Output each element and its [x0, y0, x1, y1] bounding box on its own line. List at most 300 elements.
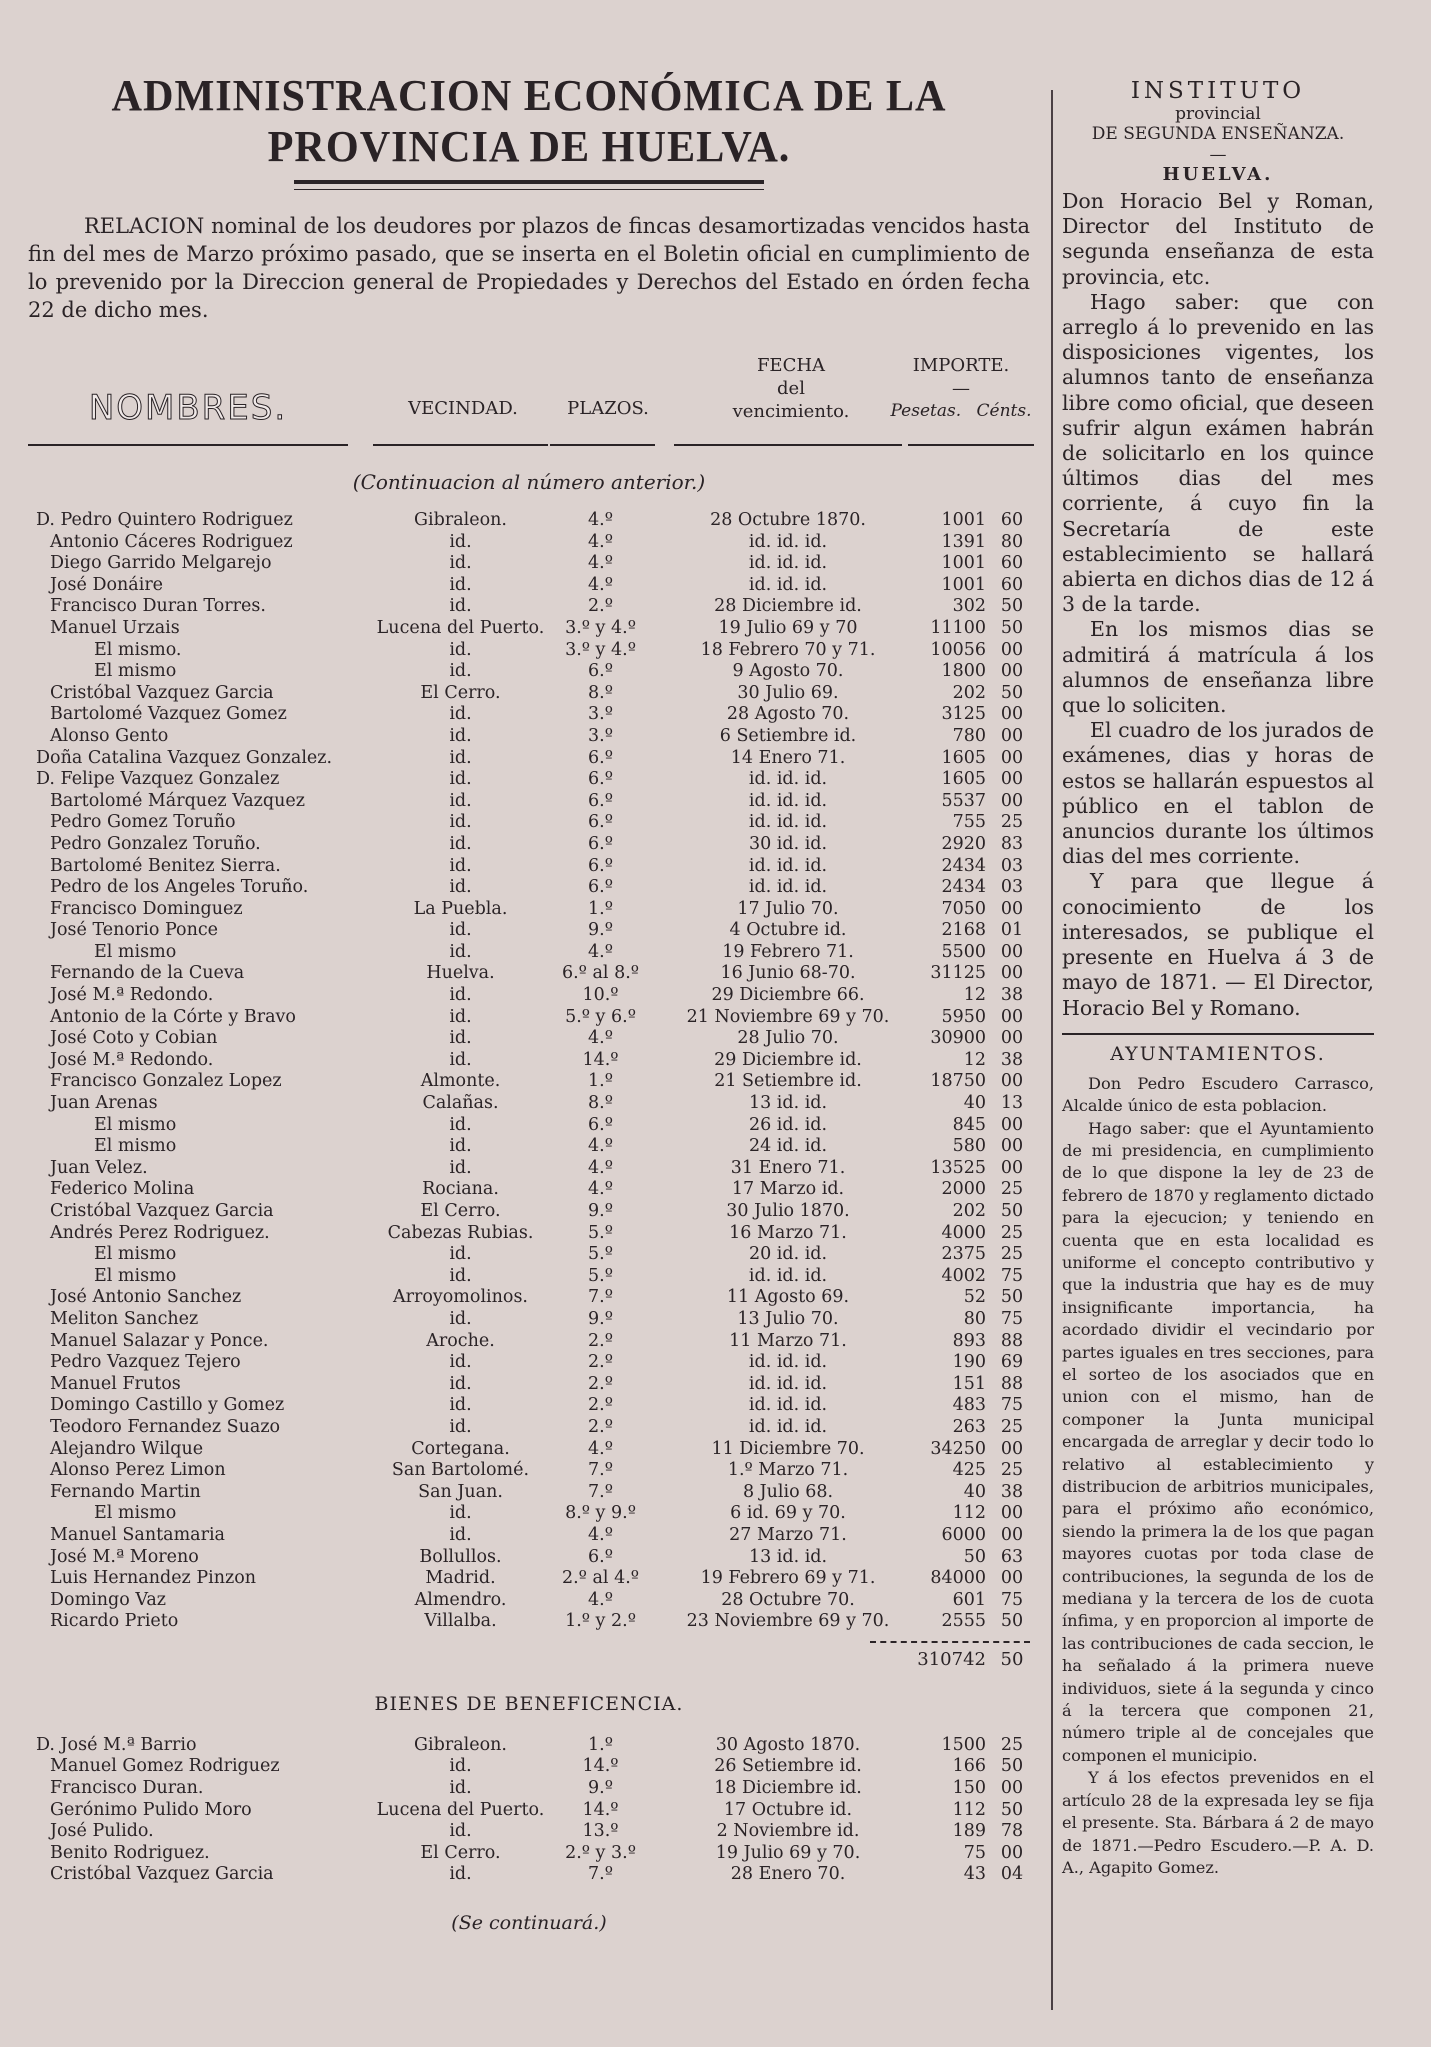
debtor-plazos: 3.º y 4.º: [565, 617, 636, 638]
debtor-vecindad: id.: [449, 812, 472, 833]
debtor-cents: 00: [1000, 790, 1024, 811]
table-row: [28, 1266, 1030, 1288]
table-row: [28, 1007, 1030, 1029]
debtor-cents: 25: [1000, 1222, 1024, 1243]
debtor-pesetas: 3125: [941, 704, 986, 725]
debtor-pesetas: 11100: [930, 617, 986, 638]
debtor-name: El mismo: [94, 1136, 177, 1157]
debtor-cents: 00: [1000, 747, 1024, 768]
debtor-vecindad: id.: [449, 1864, 472, 1885]
se-continuara-note: (Se continuará.): [451, 1912, 607, 1935]
debtor-pesetas: 10056: [930, 639, 986, 660]
table-row: [28, 1778, 1030, 1800]
debtor-name: José Tenorio Ponce: [50, 920, 219, 941]
debtor-vecindad: id.: [449, 1308, 472, 1329]
table-row: [28, 661, 1030, 683]
debtor-plazos: 6.º al 8.º: [561, 963, 639, 984]
notice-paragraph: Y para que llegue á conocimiento de los interesados, se publique el presente en Huelva á 3 de mayo de 1871. — El Director, Horacio Bel y Romano.: [1062, 869, 1374, 1020]
debtor-fecha: 6 id. 69 y 70.: [730, 1503, 846, 1524]
debtor-plazos: 4.º: [588, 941, 613, 962]
debtor-plazos: 2.º: [588, 596, 613, 617]
debtor-fecha: id. id. id.: [748, 1265, 828, 1286]
debtor-fecha: id. id. id.: [748, 1373, 828, 1394]
debtor-cents: 00: [1000, 1778, 1024, 1799]
ayuntamientos-title: AYUNTAMIENTOS.: [1110, 1042, 1326, 1065]
debtor-name: Manuel Santamaria: [50, 1524, 225, 1545]
table-row: [28, 1244, 1030, 1266]
table-row: [28, 1864, 1030, 1886]
debtor-pesetas: 189: [952, 1821, 986, 1842]
debtor-name: José Antonio Sanchez: [50, 1287, 242, 1308]
table-row: [28, 726, 1030, 748]
debtor-name: Domingo Castillo y Gomez: [50, 1395, 285, 1416]
debtor-pesetas: 2434: [941, 877, 986, 898]
ayuntamientos-notice: [1062, 1073, 1374, 1880]
debtor-plazos: 4.º: [588, 1524, 613, 1545]
debtor-pesetas: 302: [952, 596, 986, 617]
instituto-notice: [1062, 189, 1374, 1021]
debtor-cents: 38: [1000, 1049, 1024, 1070]
debtor-vecindad: Almonte.: [420, 1071, 501, 1092]
table-row: [28, 1547, 1030, 1569]
table-row: [28, 618, 1030, 640]
debtors-column: [28, 70, 1030, 1980]
debtor-pesetas: 112: [952, 1799, 986, 1820]
debtor-plazos: 8.º: [588, 682, 613, 703]
table-row: [28, 1756, 1030, 1778]
debtor-name: El mismo: [94, 1265, 177, 1286]
table-row: [28, 963, 1030, 985]
debtor-fecha: 18 Febrero 70 y 71.: [700, 639, 876, 660]
debtor-pesetas: 5537: [941, 790, 986, 811]
debtor-name: Francisco Dominguez: [50, 898, 243, 919]
debtor-name: Cristóbal Vazquez Garcia: [50, 682, 274, 703]
debtor-plazos: 2.º: [588, 1416, 613, 1437]
debtor-plazos: 7.º: [588, 1864, 613, 1885]
debtor-pesetas: 1001: [941, 510, 986, 530]
debtor-fecha: 11 Marzo 71.: [729, 1330, 847, 1351]
debtor-plazos: 4.º: [588, 1028, 613, 1049]
debtor-cents: 50: [1000, 1611, 1024, 1632]
debtor-cents: 50: [1000, 1201, 1024, 1221]
debtor-name: Teodoro Fernandez Suazo: [50, 1416, 281, 1437]
debtor-fecha: 13 id. id.: [748, 1546, 828, 1567]
debtor-name: José Donáire: [50, 574, 164, 595]
debtor-plazos: 4.º: [588, 510, 613, 530]
debtor-pesetas: 580: [952, 1136, 986, 1157]
table-row: [28, 1460, 1030, 1482]
debtor-pesetas: 13525: [930, 1157, 986, 1178]
debtor-pesetas: 12: [963, 1049, 986, 1070]
debtor-pesetas: 80: [963, 1308, 986, 1329]
total-pesetas: 310742: [917, 1648, 986, 1670]
debtor-fecha: 13 id. id.: [748, 1093, 828, 1114]
debtor-cents: 25: [1000, 1734, 1024, 1755]
debtor-cents: 60: [1000, 574, 1024, 595]
debtor-name: Juan Velez.: [50, 1157, 148, 1178]
table-row: [28, 1821, 1030, 1843]
table-row: [28, 1158, 1030, 1180]
debtor-fecha: 19 Julio 69 y 70: [718, 617, 858, 638]
debtor-pesetas: 43: [963, 1864, 986, 1885]
debtor-cents: 00: [1000, 898, 1024, 919]
debtor-vecindad: id.: [449, 1821, 472, 1842]
debtor-fecha: 21 Noviembre 69 y 70.: [686, 1006, 890, 1027]
debtor-cents: 38: [1000, 985, 1024, 1006]
table-row: [28, 834, 1030, 856]
debtor-pesetas: 5950: [941, 1006, 986, 1027]
debtor-vecindad: id.: [449, 1756, 472, 1777]
debtor-plazos: 8.º y 9.º: [565, 1503, 636, 1524]
table-row: [28, 1136, 1030, 1158]
debtor-name: Doña Catalina Vazquez Gonzalez.: [36, 747, 333, 768]
debtor-plazos: 4.º: [588, 574, 613, 595]
debtor-plazos: 2.º y 3.º: [565, 1842, 636, 1863]
debtor-vecindad: id.: [449, 1136, 472, 1157]
debtor-name: El mismo: [94, 941, 177, 962]
debtor-plazos: 2.º: [588, 1330, 613, 1351]
debtor-vecindad: Cabezas Rubias.: [387, 1222, 534, 1243]
table-row: [28, 1050, 1030, 1072]
debtor-pesetas: 75: [963, 1842, 986, 1863]
instituto-title: INSTITUTO: [1130, 78, 1306, 104]
debtor-cents: 00: [1000, 704, 1024, 725]
notice-paragraph: Hago saber: que el Ayuntamiento de mi presidencia, en cumplimiento de lo que dispone la ley de 23 de febrero de 1870 y reglamento dictado para la ejecucion; y teniendo en cuenta que en esta localidad es uniforme el concepto contributivo y que la industria que hay es de muy insignificante importancia, ha acordado dividir el vecindario por partes iguales en tres secciones, para el sorteo de los asociados que en union con el mismo, han de componer la Junta municipal encargada de arreglar y decir todo lo relativo al establecimiento y distribucion de arbitrios municipales, para el próximo año económico, siendo la primera la de los que pagan mayores cuotas por toda clase de contribuciones, la segunda de los de mediana y la tercera de los de cuota ínfima, y en proporcion al importe de las contribuciones de cada seccion, le ha señalado á la primera nueve individuos, siete á la segunda y cinco á la tercera que componen 21, número triple al de concejales que componen el municipio.: [1062, 1118, 1374, 1765]
debtor-plazos: 9.º: [588, 920, 613, 941]
header-importe-label: IMPORTE.: [912, 355, 1010, 376]
debtor-fecha: 18 Diciembre id.: [714, 1778, 862, 1799]
debtor-name: Bartolomé Márquez Vazquez: [50, 790, 305, 811]
debtor-vecindad: El Cerro.: [420, 682, 501, 703]
debtor-fecha: 28 Agosto 70.: [726, 704, 850, 725]
debtor-pesetas: 1500: [941, 1734, 986, 1755]
continuation-note: (Continuacion al número anterior.): [352, 470, 706, 494]
debtor-plazos: 7.º: [588, 1460, 613, 1481]
debtor-cents: 50: [1000, 1287, 1024, 1308]
debtor-vecindad: El Cerro.: [420, 1201, 501, 1221]
debtor-pesetas: 780: [952, 725, 986, 746]
debtor-plazos: 3.º y 4.º: [565, 639, 636, 660]
debtor-pesetas: 84000: [930, 1568, 986, 1589]
debtor-plazos: 4.º: [588, 531, 613, 552]
debtor-plazos: 1.º: [588, 898, 613, 919]
debtor-cents: 50: [1000, 1799, 1024, 1820]
debtor-pesetas: 2168: [941, 920, 986, 941]
debtor-cents: 69: [1000, 1352, 1024, 1373]
debtor-cents: 00: [1000, 1842, 1024, 1863]
debtor-plazos: 14.º: [582, 1799, 619, 1820]
instituto-subtitle-2: DE SEGUNDA ENSEÑANZA.: [1091, 124, 1345, 144]
header-nombres: NOMBRES.: [88, 388, 288, 428]
debtor-fecha: 8 Julio 68.: [742, 1481, 834, 1502]
debtor-pesetas: 31125: [930, 963, 986, 984]
debtor-pesetas: 1605: [941, 769, 986, 790]
debtor-cents: 83: [1000, 833, 1024, 854]
notice-paragraph: Hago saber: que con arreglo á lo prevenido en las disposiciones vigentes, los alumnos tanto de enseñanza libre como oficial, que deseen sufrir algun exámen habrán de solicitarlo en los quince últimos dias del mes corriente, á cuyo fin la Secretaría de este establecimiento se hallará abierta en dichos dias de 12 á 3 de la tarde.: [1062, 289, 1374, 617]
debtor-pesetas: 6000: [941, 1524, 986, 1545]
debtor-name: D. José M.ª Barrio: [36, 1734, 197, 1755]
debtor-plazos: 8.º: [588, 1093, 613, 1114]
table-row: [28, 1201, 1030, 1223]
debtor-pesetas: 2000: [941, 1179, 986, 1200]
title-rule: [294, 180, 764, 190]
debtor-fecha: 29 Diciembre id.: [714, 1049, 862, 1070]
table-header: [28, 354, 1030, 442]
debtor-vecindad: El Cerro.: [420, 1842, 501, 1863]
table-row: [28, 791, 1030, 813]
table-row: [28, 1374, 1030, 1396]
debtor-cents: 04: [1000, 1864, 1024, 1885]
debtor-vecindad: id.: [449, 877, 472, 898]
debtor-plazos: 1.º: [588, 1071, 613, 1092]
debtor-fecha: 26 id. id.: [748, 1114, 828, 1135]
total-row: [28, 1641, 1030, 1681]
debtor-plazos: 6.º: [588, 833, 613, 854]
debtor-vecindad: id.: [449, 1049, 472, 1070]
header-plazos: PLAZOS.: [567, 398, 649, 419]
debtor-plazos: 4.º: [588, 553, 613, 574]
debtor-name: El mismo: [94, 1114, 177, 1135]
instituto-city: HUELVA.: [1162, 164, 1274, 185]
debtor-pesetas: 150: [952, 1778, 986, 1799]
debtor-vecindad: Madrid.: [425, 1568, 496, 1589]
debtor-name: Ricardo Prieto: [50, 1611, 179, 1632]
debtor-cents: 00: [1000, 1568, 1024, 1589]
debtor-pesetas: 755: [952, 812, 986, 833]
debtor-cents: 50: [1000, 682, 1024, 703]
debtor-plazos: 4.º: [588, 1179, 613, 1200]
table-row: [28, 1800, 1030, 1822]
debtor-name: José M.ª Moreno: [50, 1546, 199, 1567]
debtor-fecha: 17 Marzo id.: [731, 1179, 845, 1200]
debtor-pesetas: 34250: [930, 1438, 986, 1459]
debtor-name: Manuel Frutos: [50, 1373, 181, 1394]
debtor-vecindad: id.: [449, 747, 472, 768]
debtor-vecindad: id.: [449, 574, 472, 595]
debtor-name: Pedro Gonzalez Toruño.: [50, 833, 261, 854]
debtor-pesetas: 4002: [941, 1265, 986, 1286]
debtor-name: José M.ª Redondo.: [50, 985, 214, 1006]
debtor-plazos: 2.º al 4.º: [561, 1568, 639, 1589]
header-importe-dash: —: [952, 378, 970, 399]
debtor-fecha: 19 Febrero 69 y 71.: [700, 1568, 876, 1589]
debtor-fecha: 11 Agosto 69.: [726, 1287, 850, 1308]
debtor-vecindad: id.: [449, 531, 472, 552]
debtor-vecindad: id.: [449, 596, 472, 617]
debtor-plazos: 1.º y 2.º: [565, 1611, 636, 1632]
table-row: [28, 769, 1030, 791]
debtor-name: Manuel Salazar y Ponce.: [50, 1330, 269, 1351]
debtor-cents: 75: [1000, 1589, 1024, 1610]
table-row: [28, 510, 1030, 532]
debtor-pesetas: 50: [963, 1546, 986, 1567]
debtor-name: Luis Hernandez Pinzon: [50, 1568, 257, 1589]
debtor-pesetas: 7050: [941, 898, 986, 919]
debtor-vecindad: id.: [449, 1352, 472, 1373]
table-row: [28, 1093, 1030, 1115]
debtor-pesetas: 18750: [930, 1071, 986, 1092]
debtor-plazos: 14.º: [582, 1049, 619, 1070]
debtor-plazos: 13.º: [582, 1821, 619, 1842]
debtor-plazos: 6.º: [588, 877, 613, 898]
debtor-fecha: 30 id. id.: [748, 833, 828, 854]
debtor-fecha: id. id. id.: [748, 877, 828, 898]
debtor-plazos: 4.º: [588, 1589, 613, 1610]
debtor-vecindad: San Bartolomé.: [391, 1460, 530, 1481]
debtor-fecha: 2 Noviembre id.: [716, 1821, 860, 1842]
debtor-cents: 03: [1000, 877, 1024, 898]
notice-paragraph: El cuadro de los jurados de exámenes, dias y horas de estos se hallarán espuestos al público en el tablon de anuncios durante los últimos dias del mes corriente.: [1062, 718, 1374, 869]
debtor-vecindad: id.: [449, 920, 472, 941]
header-fecha: [676, 354, 906, 423]
debtor-plazos: 3.º: [588, 725, 613, 746]
debtor-fecha: 27 Marzo 71.: [729, 1524, 847, 1545]
debtor-fecha: 28 Diciembre id.: [714, 596, 862, 617]
debtor-cents: 00: [1000, 1438, 1024, 1459]
debtor-fecha: id. id. id.: [748, 531, 828, 552]
debtor-vecindad: id.: [449, 639, 472, 660]
debtor-plazos: 2.º: [588, 1373, 613, 1394]
debtor-name: El mismo.: [94, 639, 182, 660]
debtor-fecha: id. id. id.: [748, 1395, 828, 1416]
debtor-pesetas: 601: [952, 1589, 986, 1610]
debtor-pesetas: 2434: [941, 855, 986, 876]
table-row: [28, 748, 1030, 770]
debtor-pesetas: 425: [952, 1460, 986, 1481]
debtor-pesetas: 263: [952, 1416, 986, 1437]
debtor-vecindad: id.: [449, 833, 472, 854]
table-row: [28, 1525, 1030, 1547]
debtor-name: El mismo: [94, 1503, 177, 1524]
debtor-pesetas: 2375: [941, 1244, 986, 1265]
debtors-list: [28, 510, 1030, 1633]
header-fecha-line1: FECHA: [756, 355, 826, 376]
debtor-cents: 00: [1000, 639, 1024, 660]
debtor-cents: 00: [1000, 1028, 1024, 1049]
notice-paragraph: Don Pedro Escudero Carrasco, Alcalde único de esta poblacion.: [1062, 1073, 1374, 1116]
debtor-cents: 25: [1000, 1179, 1024, 1200]
debtor-vecindad: id.: [449, 790, 472, 811]
debtor-vecindad: Huelva.: [426, 963, 495, 984]
debtor-name: D. Felipe Vazquez Gonzalez: [36, 769, 280, 790]
debtor-fecha: 23 Noviembre 69 y 70.: [686, 1611, 890, 1632]
debtor-vecindad: Lucena del Puerto.: [376, 617, 545, 638]
debtor-fecha: 21 Setiembre id.: [714, 1071, 862, 1092]
debtor-fecha: 28 Enero 70.: [730, 1864, 846, 1885]
table-row: [28, 553, 1030, 575]
debtor-plazos: 9.º: [588, 1308, 613, 1329]
debtor-vecindad: id.: [449, 1157, 472, 1178]
table-row: [28, 1590, 1030, 1612]
debtor-fecha: 28 Octubre 70.: [721, 1589, 855, 1610]
debtor-fecha: 30 Julio 69.: [737, 682, 839, 703]
debtor-plazos: 6.º: [588, 661, 613, 682]
debtor-vecindad: Calañas.: [422, 1093, 499, 1114]
debtor-name: Domingo Vaz: [50, 1589, 167, 1610]
table-row: [28, 942, 1030, 964]
debtor-fecha: 29 Diciembre 66.: [711, 985, 865, 1006]
debtor-fecha: id. id. id.: [748, 553, 828, 574]
debtor-vecindad: id.: [449, 704, 472, 725]
debtor-fecha: id. id. id.: [748, 1416, 828, 1437]
debtor-vecindad: id.: [449, 553, 472, 574]
debtor-cents: 78: [1000, 1821, 1024, 1842]
debtor-plazos: 6.º: [588, 1114, 613, 1135]
debtor-vecindad: Gibraleon.: [414, 510, 507, 530]
debtor-pesetas: 1391: [941, 531, 986, 552]
table-row: [28, 596, 1030, 618]
table-row: [28, 1843, 1030, 1865]
debtor-vecindad: id.: [449, 985, 472, 1006]
debtor-cents: 80: [1000, 531, 1024, 552]
debtor-cents: 00: [1000, 725, 1024, 746]
instituto-subtitle-1: provincial: [1175, 104, 1261, 124]
debtor-name: D. Pedro Quintero Rodriguez: [36, 510, 293, 530]
table-row: [28, 877, 1030, 899]
debtor-cents: 88: [1000, 1330, 1024, 1351]
debtor-name: Manuel Gomez Rodriguez: [50, 1756, 280, 1777]
debtor-pesetas: 166: [952, 1756, 986, 1777]
table-row: [28, 1568, 1030, 1590]
debtor-fecha: 9 Agosto 70.: [732, 661, 844, 682]
debtor-plazos: 6.º: [588, 747, 613, 768]
table-row: [28, 1179, 1030, 1201]
debtor-plazos: 3.º: [588, 704, 613, 725]
table-row: [28, 640, 1030, 662]
debtor-cents: 63: [1000, 1546, 1024, 1567]
notice-paragraph: En los mismos dias se admitirá á matrícula á los alumnos de enseñanza libre que lo soliciten.: [1062, 617, 1374, 718]
table-row: [28, 1028, 1030, 1050]
debtor-fecha: 16 Junio 68-70.: [720, 963, 856, 984]
debtor-cents: 50: [1000, 596, 1024, 617]
debtor-name: Antonio de la Córte y Bravo: [50, 1006, 296, 1027]
debtor-vecindad: id.: [449, 1028, 472, 1049]
debtor-pesetas: 40: [963, 1093, 986, 1114]
debtor-cents: 00: [1000, 1071, 1024, 1092]
debtor-vecindad: id.: [449, 1373, 472, 1394]
debtor-fecha: 17 Octubre id.: [723, 1799, 853, 1820]
debtor-pesetas: 5500: [941, 941, 986, 962]
header-importe: [886, 354, 1036, 423]
debtor-name: Pedro Vazquez Tejero: [50, 1352, 241, 1373]
debtor-cents: 75: [1000, 1265, 1024, 1286]
debtor-plazos: 4.º: [588, 1438, 613, 1459]
debtor-vecindad: Aroche.: [426, 1330, 495, 1351]
debtor-plazos: 9.º: [588, 1778, 613, 1799]
debtor-plazos: 4.º: [588, 1136, 613, 1157]
debtor-plazos: 6.º: [588, 769, 613, 790]
column-divider: [1051, 90, 1053, 2010]
beneficencia-title: BIENES DE BENEFICENCIA.: [374, 1692, 684, 1715]
header-vecindad: VECINDAD.: [408, 398, 518, 419]
debtor-cents: 50: [1000, 617, 1024, 638]
table-row: [28, 1223, 1030, 1245]
table-row: [28, 1417, 1030, 1439]
debtor-cents: 01: [1000, 920, 1024, 941]
debtor-pesetas: 4000: [941, 1222, 986, 1243]
debtor-fecha: 31 Enero 71.: [730, 1157, 846, 1178]
debtor-cents: 03: [1000, 855, 1024, 876]
debtor-pesetas: 845: [952, 1114, 986, 1135]
debtor-cents: 75: [1000, 1395, 1024, 1416]
debtor-cents: 13: [1000, 1093, 1024, 1114]
debtor-cents: 00: [1000, 963, 1024, 984]
debtor-fecha: id. id. id.: [748, 574, 828, 595]
debtor-pesetas: 893: [952, 1330, 986, 1351]
debtor-name: José M.ª Redondo.: [50, 1049, 214, 1070]
debtor-name: Francisco Duran.: [50, 1778, 204, 1799]
debtor-name: José Coto y Cobian: [50, 1028, 218, 1049]
